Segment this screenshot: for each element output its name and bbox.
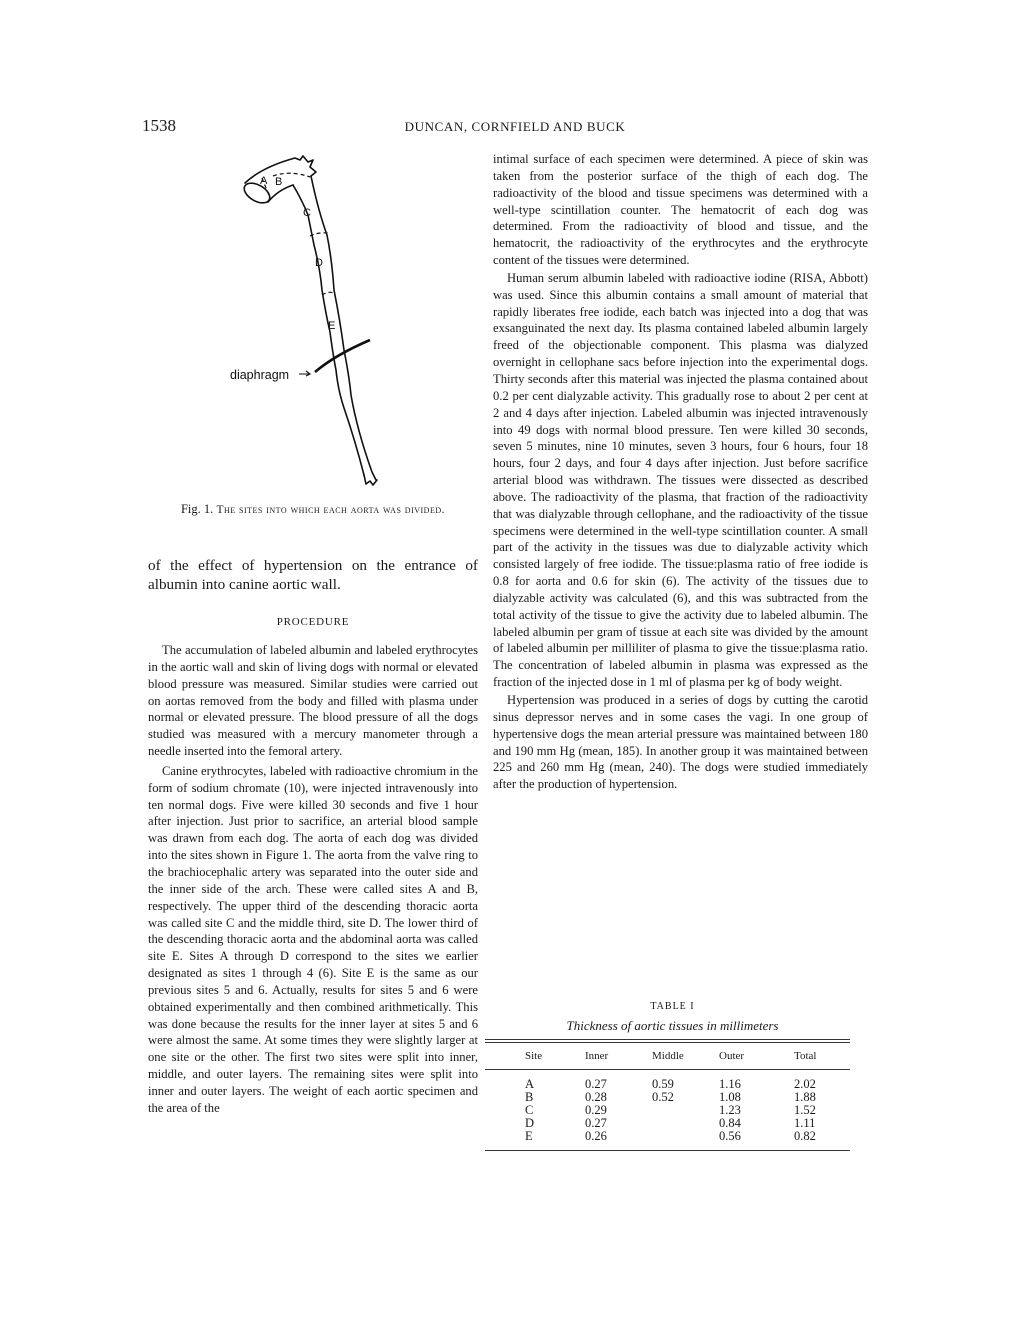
aorta-diagram-icon [200, 140, 400, 500]
table-cell: 0.52 [652, 1090, 674, 1104]
table-cell: 1.52 [794, 1103, 816, 1117]
table-header-row [485, 1043, 850, 1069]
table-cell: 1.08 [719, 1090, 741, 1104]
column-header: Site [525, 1050, 543, 1062]
table-bottom-rule [485, 1150, 850, 1151]
site-label-e: E [328, 320, 336, 332]
body-paragraph: Human serum albumin labeled with radioactive iodine (RISA, Abbott) was used. Since this albumin contains a small amount of material that rapidly liberates free iodide, each batch was injected into a dog that was exsanguinated the next day. Its plasma contained labeled albumin largely freed of the objectionable component. This plasma was dialyzed overnight in cellophane sacs before injection into the experimental dogs. Thirty seconds after this material was injected the plasma contained about 0.2 per cent dialyzable activity. This gradually rose to about 2 per cent at 2 and 4 days after injection. Labeled albumin was injected intravenously into 49 dogs with normal blood pressure. Ten were killed 30 seconds, seven 5 minutes, nine 10 minutes, seven 3 hours, four 6 hours, four 18 hours, four 2 days, and four 4 days after injection. Just before sacrifice arterial blood was withdrawn. The tissues were dissected as described above. The radioactivity of the plasma, that fraction of the radioactivity that was dialyzable through cellophane, and the radioactivity of the tissue specimens were determined in the well-type scintillation counter. A small part of the activity in the tissues was due to dialyzable activity which consisted largely of free iodide. The tissue:plasma ratio of free iodide is 0.8 for aorta and 0.6 for skin (6). The activity of the tissues due to dialyzable activity was calculated (6), and this was subtracted from the total activity of the tissue to give the activity due to labeled albumin. The labeled albumin per gram of tissue at each site was divided by the amount of labeled albumin per milliliter of plasma to give the tissue:plasma ratio. The concentration of labeled albumin in plasma was expressed as the fraction of the injected dose in 1 ml of plasma per kg of body weight. [493, 270, 868, 690]
table-cell [652, 1130, 719, 1150]
table-cell: 0.26 [585, 1129, 607, 1143]
body-paragraph: intimal surface of each specimen were determined. A piece of skin was taken from the posterior surface of the thigh of each dog. The radioactivity of the blood and tissue specimens was determined with a well-type scintillation counter. The hematocrit of each dog was determined. From the radioactivity of blood and tissue, and the hematocrit, the radioactivity of the erythrocytes and the erythrocyte content of the tissues were determined. [493, 152, 868, 268]
site-label-d: D [315, 257, 323, 269]
intro-fragment [148, 556, 478, 594]
table-cell: A [525, 1077, 535, 1091]
site-label-a: A [260, 175, 268, 187]
table-cell: 1.88 [794, 1090, 816, 1104]
table-cell: E [525, 1129, 533, 1143]
figure-caption-text: The sites into which each aorta was divided. [216, 504, 445, 516]
left-column-body [148, 642, 478, 1117]
body-paragraph: Canine erythrocytes, labeled with radioactive chromium in the form of sodium chromate (10), were injected intravenously into ten normal dogs. Five were killed 30 seconds and five 1 hour after injection. Just prior to sacrifice, an arterial blood sample was drawn from each dog. The aorta of each dog was divided into the sites shown in Figure 1. The aorta from the valve ring to the brachiocephalic artery was separated into the outer side and the inner side of the arch. These were called sites A and B, respectively. The upper third of the descending thoracic aorta was called site C and the middle third, site D. The lower third of the descending thoracic aorta and the abdominal aorta was called site E. Sites A through D correspond to the sites we earlier designated as sites 1 through 4 (6). Site E is the same as our previous sites 5 and 6. Actually, results for sites 5 and 6 were obtained experimentally and then combined arithmetically. This was done because the results for the inner layer at sites 5 and 6 were almost the same. At some times they were slightly larger at one site or the other. The first two sites were split into inner, middle, and outer layers. The remaining sites were split into inner and outer layers. The weight of each aortic specimen and the area of the [148, 763, 478, 1115]
table-cell: 1.23 [719, 1103, 741, 1117]
table-cell: 2.02 [794, 1077, 816, 1091]
column-header: Total [794, 1050, 817, 1062]
table-cell [652, 1104, 719, 1117]
column-header: Inner [585, 1050, 609, 1062]
right-column-body [493, 151, 868, 793]
table-cell: 0.27 [585, 1116, 607, 1130]
table-cell: B [525, 1090, 534, 1104]
diaphragm-label: diaphragm [230, 368, 290, 382]
table-cell: 0.28 [585, 1090, 607, 1104]
table-cell: 1.16 [719, 1077, 741, 1091]
column-header: Middle [652, 1050, 684, 1062]
table-cell: 0.82 [794, 1129, 816, 1143]
page-number: 1538 [142, 116, 176, 135]
site-label-b: B [275, 176, 283, 188]
table-row [485, 1130, 850, 1150]
table-cell: 0.59 [652, 1077, 674, 1091]
table-row [485, 1070, 850, 1091]
table-caption: Thickness of aortic tissues in millimeters [566, 1018, 779, 1033]
table-label: TABLE I [650, 1001, 695, 1012]
table-cell: 0.29 [585, 1103, 607, 1117]
table-cell: 0.84 [719, 1116, 741, 1130]
site-label-c: C [303, 207, 311, 219]
table-cell: D [525, 1116, 535, 1130]
section-heading-procedure: PROCEDURE [276, 616, 350, 628]
figure-caption [148, 501, 478, 519]
table-cell: C [525, 1103, 534, 1117]
aorta-figure [200, 140, 400, 500]
column-header: Outer [719, 1050, 745, 1062]
body-paragraph: Hypertension was produced in a series of dogs by cutting the carotid sinus depressor nerves and in some cases the vagi. In one group of hypertensive dogs the mean arterial pressure was maintained between 180 and 190 mm Hg (mean, 185). In another group it was maintained between 225 and 260 mm Hg (mean, 240). The dogs were studied immediately after the production of hypertension. [493, 693, 868, 792]
thickness-table [485, 1039, 850, 1151]
intro-paragraph: of the effect of hypertension on the entrance of albumin into canine aortic wall. [148, 557, 478, 593]
table-cell: 1.11 [794, 1116, 816, 1130]
table-cell [652, 1117, 719, 1130]
body-paragraph: The accumulation of labeled albumin and labeled erythrocytes in the aortic wall and skin of living dogs with normal or elevated blood pressure was measured. Similar studies were carried out on aortas removed from the body and filled with plasma under normal or elevated pressure. The blood pressure of all the dogs studied was measured with a mercury manometer through a needle inserted into the femoral artery. [148, 643, 478, 759]
figure-label: Fig. 1. [180, 502, 214, 516]
table-cell: 0.56 [719, 1129, 741, 1143]
table-cell: 0.27 [585, 1077, 607, 1091]
running-head: DUNCAN, CORNFIELD AND BUCK [404, 119, 626, 134]
